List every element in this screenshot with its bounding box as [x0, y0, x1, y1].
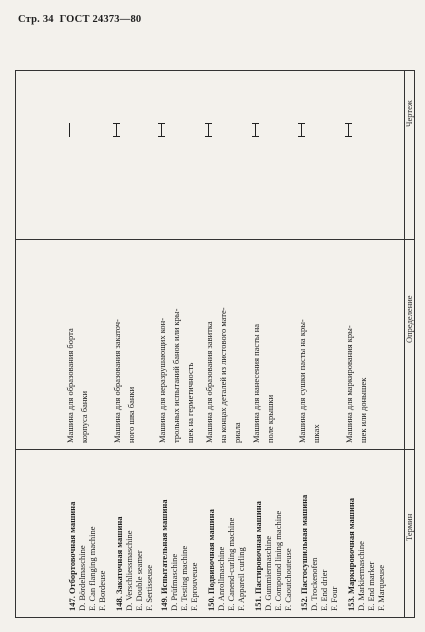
definition-line: Машина для образования завитка	[204, 321, 214, 443]
definition-cell	[249, 324, 277, 443]
definition-line: поле крышки	[265, 394, 275, 443]
drawing-mark	[208, 123, 209, 137]
definition-line: ного шва банки	[126, 386, 136, 443]
definition-line: Машина для неразрушающих кон-	[157, 317, 167, 443]
term-cell	[67, 502, 107, 611]
term-title: 152. Пастосушильная машина	[299, 494, 309, 611]
definition-line: шках	[311, 424, 321, 443]
drawing-mark	[116, 123, 117, 137]
term-translation: E. End marker	[366, 561, 376, 611]
term-title: 153. Маркировочная машина	[346, 498, 356, 611]
definition-line: Машина для образования борта	[65, 328, 75, 443]
term-translation: D. Markiermaschine	[356, 541, 366, 611]
drawing-mark	[161, 123, 162, 137]
page-number: Стр. 34	[18, 14, 54, 25]
term-title: 149. Испытательная машина	[159, 499, 169, 611]
column-header-definition: Определение	[404, 295, 414, 343]
term-translation: D. Prüfmaschine	[169, 553, 179, 611]
definition-cell	[295, 319, 323, 443]
column-header-terms: Термин	[404, 513, 414, 541]
drawing-mark	[69, 123, 70, 137]
definition-cell	[342, 325, 370, 443]
term-translation: F. Eprouveuse	[189, 562, 199, 611]
term-translation: E. Canend-curling machine	[226, 517, 236, 611]
definition-cell	[110, 319, 138, 443]
standard-number: ГОСТ 24373—80	[59, 14, 142, 25]
term-cell	[346, 498, 386, 611]
term-translation: D. Anrollmaschine	[216, 546, 226, 611]
column-header-drawing: Чертеж	[404, 100, 414, 127]
definition-cell	[155, 309, 197, 443]
definition-line: риала	[232, 422, 242, 443]
term-cell	[299, 495, 339, 611]
term-translation: D. Verschliessmaschine	[124, 530, 134, 611]
term-translation: F. Sertisseuse	[144, 564, 154, 611]
term-translation: E. End drier	[319, 569, 329, 611]
column-divider-drawing	[16, 239, 414, 240]
term-translation: F. Caoutchouteuse	[283, 548, 293, 611]
term-cell	[206, 509, 246, 611]
definition-line: Машина для нанесения пасты на	[251, 323, 261, 443]
column-divider-definition	[16, 449, 414, 450]
term-translation: F. Appareil curling	[236, 547, 246, 611]
term-translation: D. Trockenofen	[309, 557, 319, 611]
term-translation: E. Compound lining machine	[273, 510, 283, 611]
definition-line: на концах деталей из листового мате-	[218, 307, 228, 443]
term-translation: E. Testing machine	[179, 545, 189, 611]
term-translation: F. Four	[329, 586, 339, 611]
definition-line: Машина для образования закаточ-	[112, 319, 122, 443]
term-title: 148. Закаточная машина	[114, 516, 124, 611]
definition-line: Машина для сушки пасты на кры-	[297, 319, 307, 443]
drawing-mark	[301, 123, 302, 137]
definition-line: шек на герметичность	[185, 362, 195, 443]
definition-line: шек или донышек	[358, 377, 368, 443]
definition-cell	[202, 307, 244, 443]
term-translation: D. Gummiermaschine	[263, 535, 273, 611]
term-translation: F. Marqueuse	[376, 564, 386, 611]
definition-cell	[63, 328, 91, 443]
drawing-mark	[255, 123, 256, 137]
term-translation: D. Bördelmaschine	[77, 545, 87, 611]
term-cell	[253, 501, 293, 611]
definition-line: трольных испытаний банок или кры-	[171, 308, 181, 443]
terms-table	[15, 70, 415, 618]
term-translation: F. Bordeuse	[97, 570, 107, 611]
page-header	[18, 14, 141, 25]
term-cell	[159, 499, 199, 611]
drawing-mark	[348, 123, 349, 137]
definition-line: корпуса банки	[79, 390, 89, 443]
term-cell	[114, 517, 154, 612]
term-translation: E. Double seamer	[134, 550, 144, 611]
term-title: 151. Пастировочная машина	[253, 501, 263, 611]
definition-line: Машина для маркирования кры-	[344, 325, 354, 443]
term-title: 150. Подвивочная машина	[206, 509, 216, 611]
term-translation: E. Can flanging machine	[87, 526, 97, 611]
term-title: 147. Отбортовочная машина	[67, 501, 77, 611]
